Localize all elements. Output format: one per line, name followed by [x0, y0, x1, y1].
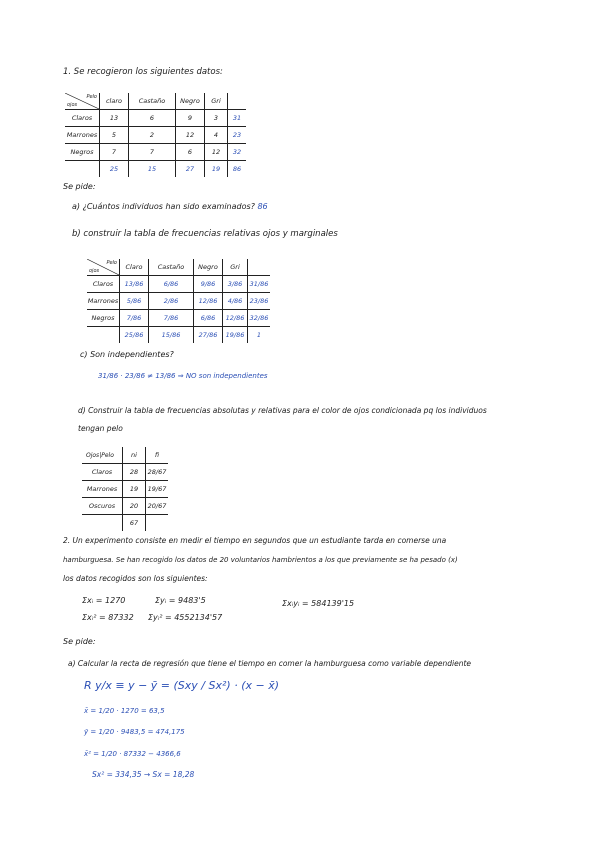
- mean-x2: x̄² = 1/20 · 87332 − 4366,6: [84, 750, 181, 758]
- cell: 3: [205, 110, 228, 127]
- problem-2-line-1: 2. Un experimento consiste en medir el tiempo en segundos que un estudiante tarda en comerse una: [63, 536, 447, 545]
- cell: 28: [123, 464, 146, 481]
- question-b-text: b) construir la tabla de frecuencias relativas ojos y marginales: [72, 229, 338, 239]
- question-c-formula: 31/86 · 23/86 ≠ 13/86 ⇒ NO son independientes: [98, 372, 268, 380]
- empty-cell: [82, 515, 123, 532]
- corner-label: Ojos|Pelo: [86, 452, 114, 459]
- cell: 6/86: [149, 276, 194, 293]
- col-header: Negro: [176, 93, 205, 110]
- table-row: [87, 310, 270, 327]
- row-total: 32: [228, 144, 247, 161]
- cell: 19/67: [146, 481, 169, 498]
- row-total: 31/86: [248, 276, 271, 293]
- cell: 4/86: [223, 293, 248, 310]
- col-total: 19: [205, 161, 228, 178]
- row-total: 23: [228, 127, 247, 144]
- totals-row: [87, 327, 270, 344]
- cell: 6: [176, 144, 205, 161]
- cell: 5: [100, 127, 129, 144]
- col-total: 25/86: [120, 327, 149, 344]
- totals-row: [65, 161, 246, 178]
- question-a-answer: 86: [257, 202, 268, 211]
- corner-top-label: Pelo: [86, 94, 97, 100]
- sum-x2: Σxᵢ² = 87332: [82, 613, 134, 622]
- col-header: Claro: [120, 259, 149, 276]
- row-label: Oscuros: [82, 498, 123, 515]
- table-corner: [65, 93, 100, 110]
- table-row: [82, 498, 168, 515]
- cell: 13/86: [120, 276, 149, 293]
- row-label: Claros: [87, 276, 120, 293]
- question-a-text: a) ¿Cuántos individuos han sido examinados?: [72, 202, 255, 211]
- col-header: Gri: [205, 93, 228, 110]
- col-total: 19/86: [223, 327, 248, 344]
- row-label: Negros: [65, 144, 100, 161]
- col-total: 15/86: [149, 327, 194, 344]
- cell: 12: [205, 144, 228, 161]
- table-row: [82, 464, 168, 481]
- cell: 13: [100, 110, 129, 127]
- empty-cell: [248, 259, 271, 276]
- cell: 9: [176, 110, 205, 127]
- problem-2-line-3: los datos recogidos son los siguientes:: [63, 574, 208, 583]
- row-label: Claros: [65, 110, 100, 127]
- col-header-fi: fi: [146, 447, 169, 464]
- corner-top-label: Pelo: [106, 260, 117, 266]
- col-total: 25: [100, 161, 129, 178]
- cell: 12/86: [223, 310, 248, 327]
- se-pide-label-2: Se pide:: [63, 637, 96, 646]
- table-corner: [87, 259, 120, 276]
- col-header-ni: ni: [123, 447, 146, 464]
- row-label: Marrones: [82, 481, 123, 498]
- question-d-text-2: tengan pelo: [78, 424, 123, 433]
- empty-cell: [65, 161, 100, 178]
- row-label: Marrones: [65, 127, 100, 144]
- sum-y2: Σyᵢ² = 4552134'57: [148, 613, 223, 622]
- corner-left-label: ojos: [89, 268, 100, 274]
- relative-frequency-table: [87, 259, 270, 343]
- row-total: 32/86: [248, 310, 271, 327]
- row-total: 31: [228, 110, 247, 127]
- cell: 20: [123, 498, 146, 515]
- cell: 9/86: [194, 276, 223, 293]
- table-row: [65, 110, 246, 127]
- table-row: [82, 481, 168, 498]
- cell: 2/86: [149, 293, 194, 310]
- std-x: Sx² = 334,35 → Sx = 18,28: [92, 770, 195, 779]
- conditional-frequency-table: [82, 447, 168, 531]
- regression-equation: R y/x ≡ y − ȳ = (Sxy / Sx²) · (x − x̄): [84, 679, 280, 692]
- corner-left-label: ojos: [67, 102, 78, 108]
- sum-y: Σyᵢ = 9483'5: [155, 596, 206, 605]
- cell: 28/67: [146, 464, 169, 481]
- mean-y: ȳ = 1/20 · 9483,5 = 474,175: [84, 728, 185, 736]
- cell: 6/86: [194, 310, 223, 327]
- cell: 2: [129, 127, 176, 144]
- table-corner: [82, 447, 123, 464]
- cell: 20/67: [146, 498, 169, 515]
- corner-top-label: Pelo: [101, 452, 114, 459]
- sum-xy: Σxᵢyᵢ = 584139'15: [282, 599, 355, 608]
- question-c-text: c) Son independientes?: [80, 350, 174, 359]
- cell: 5/86: [120, 293, 149, 310]
- cell: 12: [176, 127, 205, 144]
- table-row: [87, 293, 270, 310]
- totals-row: [82, 515, 168, 532]
- cell: 7: [100, 144, 129, 161]
- total-cell: 67: [123, 515, 146, 532]
- col-header: Castaño: [149, 259, 194, 276]
- cell: 7/86: [120, 310, 149, 327]
- contingency-table: [65, 93, 246, 177]
- corner-left-label: Ojos: [86, 452, 100, 459]
- mean-x: x̄ = 1/20 · 1270 = 63,5: [84, 707, 165, 715]
- col-total: 15: [129, 161, 176, 178]
- empty-cell: [228, 93, 247, 110]
- question-d-text-1: d) Construir la tabla de frecuencias absolutas y relativas para el color de ojos condicionada pq los individuos: [78, 406, 487, 415]
- problem-2-line-2: hamburguesa. Se han recogido los datos de 20 voluntarios hambrientos a los que previamente se ha pesado (x): [63, 556, 458, 564]
- cell: 7/86: [149, 310, 194, 327]
- cell: 19: [123, 481, 146, 498]
- cell: 3/86: [223, 276, 248, 293]
- col-total: 27/86: [194, 327, 223, 344]
- col-header: claro: [100, 93, 129, 110]
- table-row: [87, 276, 270, 293]
- row-label: Marrones: [87, 293, 120, 310]
- col-header: Negro: [194, 259, 223, 276]
- grand-total: 86: [228, 161, 247, 178]
- se-pide-label: Se pide:: [63, 182, 96, 191]
- cell: 4: [205, 127, 228, 144]
- sum-x: Σxᵢ = 1270: [82, 596, 126, 605]
- question-2a-text: a) Calcular la recta de regresión que tiene el tiempo en comer la hamburguesa como variable dependiente: [68, 659, 472, 668]
- question-a: [72, 203, 268, 211]
- table-row: [65, 127, 246, 144]
- problem-1-title: 1. Se recogieron los siguientes datos:: [63, 67, 223, 77]
- empty-cell: [87, 327, 120, 344]
- empty-cell: [146, 515, 169, 532]
- grand-total: 1: [248, 327, 271, 344]
- row-label: Claros: [82, 464, 123, 481]
- table-row: [65, 144, 246, 161]
- cell: 12/86: [194, 293, 223, 310]
- row-total: 23/86: [248, 293, 271, 310]
- col-header: Castaño: [129, 93, 176, 110]
- cell: 6: [129, 110, 176, 127]
- col-total: 27: [176, 161, 205, 178]
- cell: 7: [129, 144, 176, 161]
- col-header: Gri: [223, 259, 248, 276]
- row-label: Negros: [87, 310, 120, 327]
